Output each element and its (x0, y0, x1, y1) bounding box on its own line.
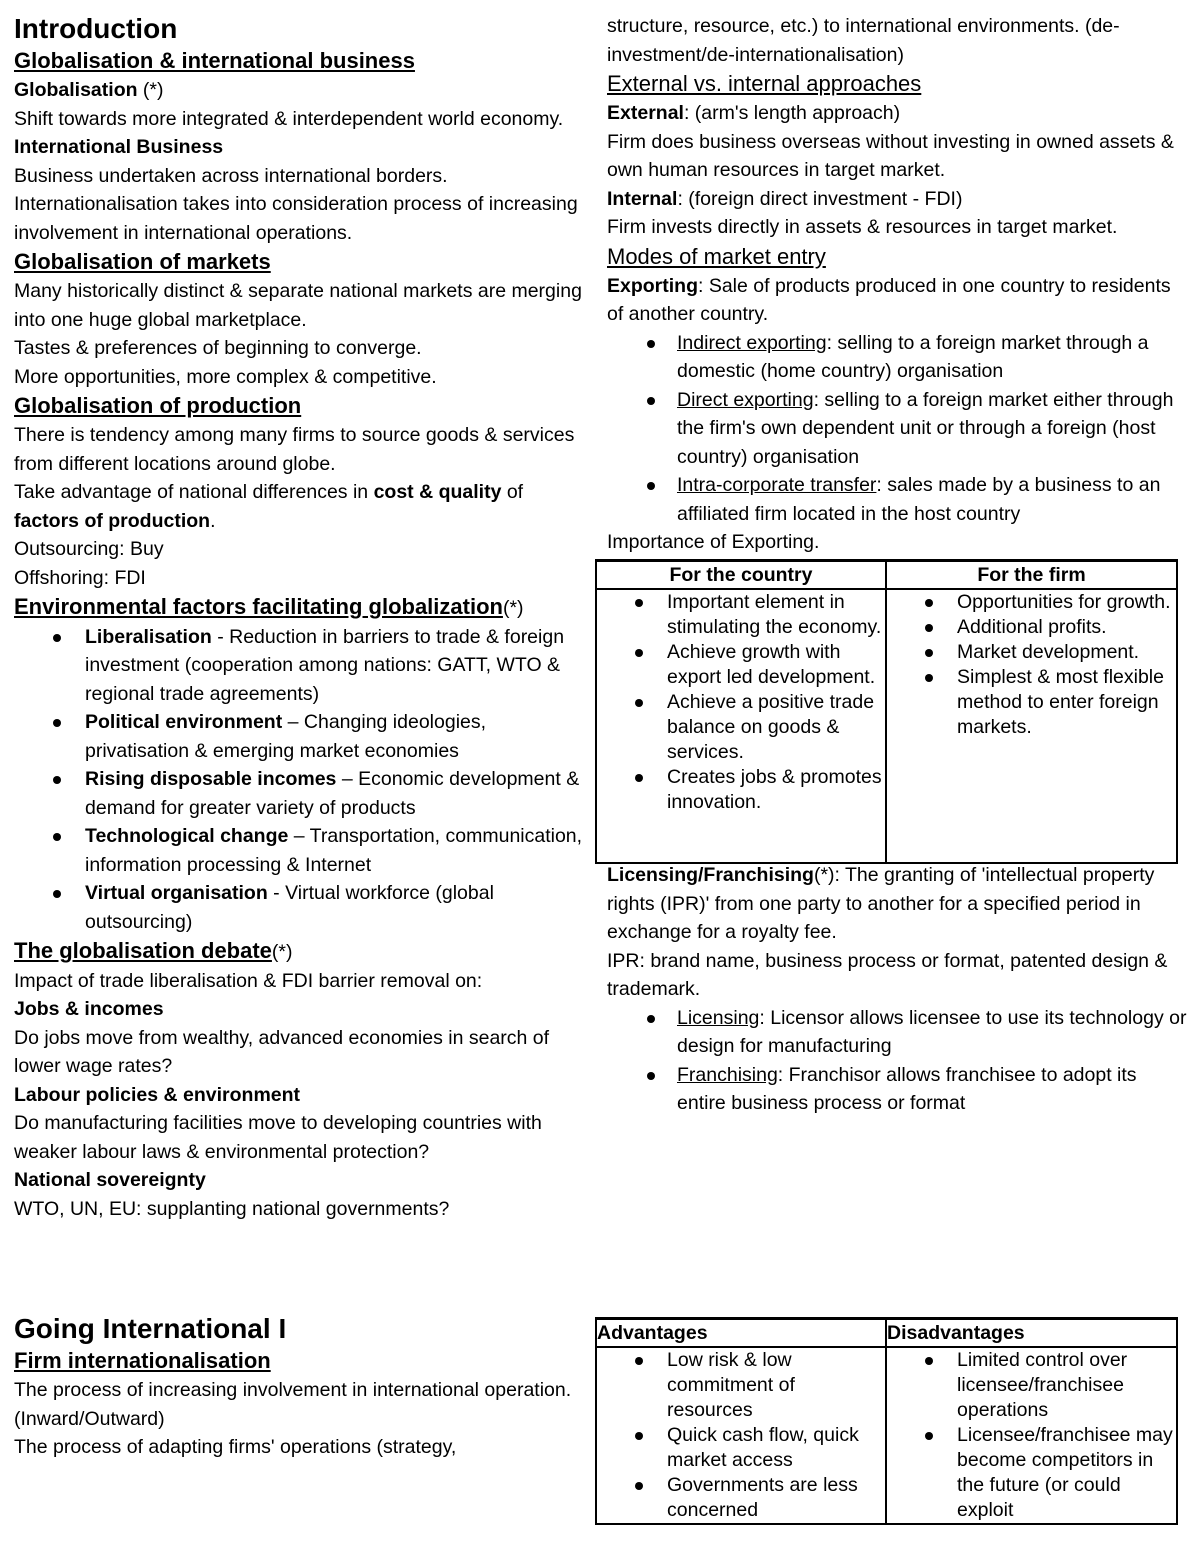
table-row (596, 589, 1177, 863)
firm-p1: The process of increasing involvement in international operation. (Inward/Outward) (14, 1379, 572, 1430)
debate-heading-line (14, 936, 586, 967)
list-item (677, 329, 1187, 386)
list-item (677, 471, 1187, 528)
env-factor-sep: - (267, 882, 286, 904)
table-header-row (596, 1319, 1177, 1348)
external-line (607, 99, 1187, 128)
jobs-term: Jobs & incomes (14, 998, 164, 1020)
markets-p2: Tastes & preferences of beginning to converge. (14, 337, 422, 359)
export-type-term: Direct exporting (677, 388, 814, 411)
labour-term: Labour policies & environment (14, 1083, 301, 1106)
export-types-list (607, 329, 1187, 529)
licensing-section (607, 861, 1187, 1118)
env-heading: Environmental factors facilitating globalization (14, 594, 503, 619)
list-item: Governments are less concerned (667, 1473, 885, 1523)
production-heading: Globalisation of production (14, 393, 302, 418)
spacer (14, 1223, 586, 1312)
intl-def: Internationalisation takes into consideration process of increasing involvement in international operations. (14, 193, 578, 244)
ipr-def: IPR: brand name, business process or format, patented design & trademark. (607, 949, 1168, 1000)
sovereignty-term: National sovereignty (14, 1169, 206, 1191)
licensing-def: (*): The granting of 'intellectual property rights (IPR)' from one party to another for a specified period in exchange for a royalty fee. (607, 864, 1155, 943)
env-factors-list (14, 623, 586, 937)
list-item (677, 386, 1187, 472)
production-p2-b: cost & quality (373, 481, 502, 503)
exporting-term: Exporting (607, 274, 698, 297)
debate-heading: The globalisation debate (14, 938, 272, 963)
licensing-pros-cons-table (595, 1317, 1178, 1525)
license-types-list (607, 1004, 1187, 1118)
firm-list (887, 590, 1176, 740)
internal-term: Internal (607, 187, 678, 210)
production-p1: There is tendency among many firms to source goods & services from different locations around globe. (14, 424, 575, 475)
modes-heading: Modes of market entry (607, 243, 826, 269)
env-heading-line (14, 592, 586, 623)
glob-term: Globalisation (14, 79, 138, 101)
disadvantages-list (887, 1348, 1176, 1523)
table-row (596, 1347, 1177, 1524)
glob-intl-heading: Globalisation & international business (14, 48, 415, 73)
list-item: Additional profits. (957, 615, 1176, 640)
list-item (677, 1061, 1187, 1118)
glob-def: Shift towards more integrated & interdependent world economy. (14, 107, 564, 130)
cont-paragraph: structure, resource, etc.) to international environments. (de-investment/de-internationalisation) (607, 15, 1120, 66)
header-for-the-firm: For the firm (886, 561, 1177, 590)
left-column (14, 12, 586, 1462)
ib-def: Business undertaken across international borders. (14, 164, 448, 187)
list-item (677, 1004, 1187, 1061)
export-type-desc: : sales made by a business to an affiliated firm located in the host country (677, 474, 1161, 525)
list-item: Opportunities for growth. (957, 590, 1176, 615)
firm-p2: The process of adapting firms' operations (strategy, (14, 1436, 457, 1458)
list-item: Quick cash flow, quick market access (667, 1423, 885, 1473)
env-factor-term: Virtual organisation (85, 882, 268, 904)
license-type-term: Franchising (677, 1063, 778, 1086)
firm-heading: Firm internationalisation (14, 1348, 271, 1373)
env-factor-term: Rising disposable incomes (85, 768, 337, 790)
env-factor-sep: – (282, 711, 304, 733)
jobs-question: Do jobs move from wealthy, advanced economies in search of lower wage rates? (14, 1026, 550, 1077)
production-p2-a: Take advantage of national differences in (14, 481, 374, 503)
external-def: Firm does business overseas without investing in owned assets & own human resources in target market. (607, 130, 1174, 181)
advantages-cell (596, 1347, 886, 1524)
env-factor-desc: Reduction in barriers to trade & foreign investment (cooperation among nations: GATT, WTO & regional trade agreements) (85, 625, 565, 705)
country-list (597, 590, 885, 815)
glob-star: (*) (137, 79, 164, 101)
importance-line: Importance of Exporting. (607, 531, 820, 553)
env-star: (*) (502, 597, 524, 619)
intro-title: Introduction (14, 13, 178, 44)
header-for-the-country: For the country (596, 561, 886, 590)
production-p2-d: factors of production (14, 509, 211, 532)
export-type-term: Indirect exporting (677, 331, 827, 354)
advantages-list (597, 1348, 885, 1523)
debate-intro: Impact of trade liberalisation & FDI barrier removal on: (14, 969, 483, 992)
env-factor-desc: Changing ideologies, privatisation & emerging market economies (85, 711, 487, 762)
licensing-term: Licensing/Franchising (607, 864, 814, 886)
labour-question: Do manufacturing facilities move to developing countries with weaker labour laws & environmental protection? (14, 1112, 542, 1163)
list-item: Limited control over licensee/franchisee operations (957, 1348, 1176, 1423)
license-type-desc: : Franchisor allows franchisee to adopt its entire business process or format (677, 1063, 1137, 1114)
license-type-desc: : Licensor allows licensee to use its technology or design for manufacturing (677, 1006, 1187, 1057)
list-item: Simplest & most flexible method to enter foreign markets. (957, 665, 1176, 740)
list-item (85, 708, 586, 765)
list-item (85, 623, 586, 709)
list-item: Market development. (957, 640, 1176, 665)
header-disadvantages: Disadvantages (886, 1319, 1177, 1348)
env-factor-sep: - (211, 625, 230, 648)
outsourcing: Outsourcing: Buy (14, 538, 164, 560)
disadvantages-cell (886, 1347, 1177, 1524)
env-factor-sep: – (336, 768, 359, 790)
markets-p3: More opportunities, more complex & competitive. (14, 365, 437, 388)
list-item (85, 822, 586, 879)
external-paren: : (arm's length approach) (683, 102, 901, 124)
firm-cell (886, 589, 1177, 863)
table-header-row (596, 561, 1177, 590)
env-factor-desc: Economic development & demand for greater variety of products (85, 768, 580, 819)
production-p2-e: . (210, 509, 216, 532)
markets-heading: Globalisation of markets (14, 249, 271, 274)
internal-paren: : (foreign direct investment - FDI) (677, 187, 963, 210)
internal-line (607, 185, 1187, 214)
licensing-line (607, 861, 1187, 947)
list-item: Low risk & low commitment of resources (667, 1348, 885, 1423)
list-item: Creates jobs & promotes innovation. (667, 765, 885, 815)
internal-def: Firm invests directly in assets & resources in target market. (607, 216, 1118, 238)
going-title: Going International I (14, 1313, 287, 1344)
env-factor-sep: – (288, 825, 310, 847)
export-type-desc: : selling to a foreign market either through the firm's own dependent unit or through a foreign (host country) organisation (677, 388, 1174, 468)
header-advantages: Advantages (596, 1319, 886, 1348)
ib-term: International Business (14, 136, 224, 158)
export-type-desc: : selling to a foreign market through a domestic (home country) organisation (677, 331, 1149, 382)
exporting-line (607, 272, 1187, 329)
debate-star: (*) (271, 941, 293, 963)
license-type-term: Licensing (677, 1006, 760, 1029)
exporting-importance-table (595, 559, 1178, 864)
list-item: Achieve a positive trade balance on goods & services. (667, 690, 885, 765)
list-item: Important element in stimulating the economy. (667, 590, 885, 640)
list-item: Achieve growth with export led development. (667, 640, 885, 690)
production-p2-c: of (501, 481, 524, 503)
exporting-def: : Sale of products produced in one country to residents of another country. (607, 274, 1171, 325)
glob-term-line (14, 76, 586, 105)
external-term: External (607, 102, 684, 124)
env-factor-desc: Transportation, communication, information processing & Internet (85, 825, 583, 876)
export-type-term: Intra-corporate transfer (677, 474, 877, 496)
right-column (607, 12, 1187, 557)
offshoring: Offshoring: FDI (14, 566, 146, 589)
env-factor-term: Liberalisation (85, 625, 212, 648)
list-item: Licensee/franchisee may become competitors in the future (or could exploit (957, 1423, 1176, 1523)
country-cell (596, 589, 886, 863)
list-item (85, 879, 586, 936)
list-item (85, 765, 586, 822)
approaches-heading: External vs. internal approaches (607, 71, 922, 96)
env-factor-desc: Virtual workforce (global outsourcing) (85, 882, 494, 933)
production-p2 (14, 478, 586, 535)
sovereignty-question: WTO, UN, EU: supplanting national governments? (14, 1197, 450, 1220)
markets-p1: Many historically distinct & separate national markets are merging into one huge global marketplace. (14, 280, 582, 331)
env-factor-term: Political environment (85, 711, 283, 733)
env-factor-term: Technological change (85, 825, 289, 847)
